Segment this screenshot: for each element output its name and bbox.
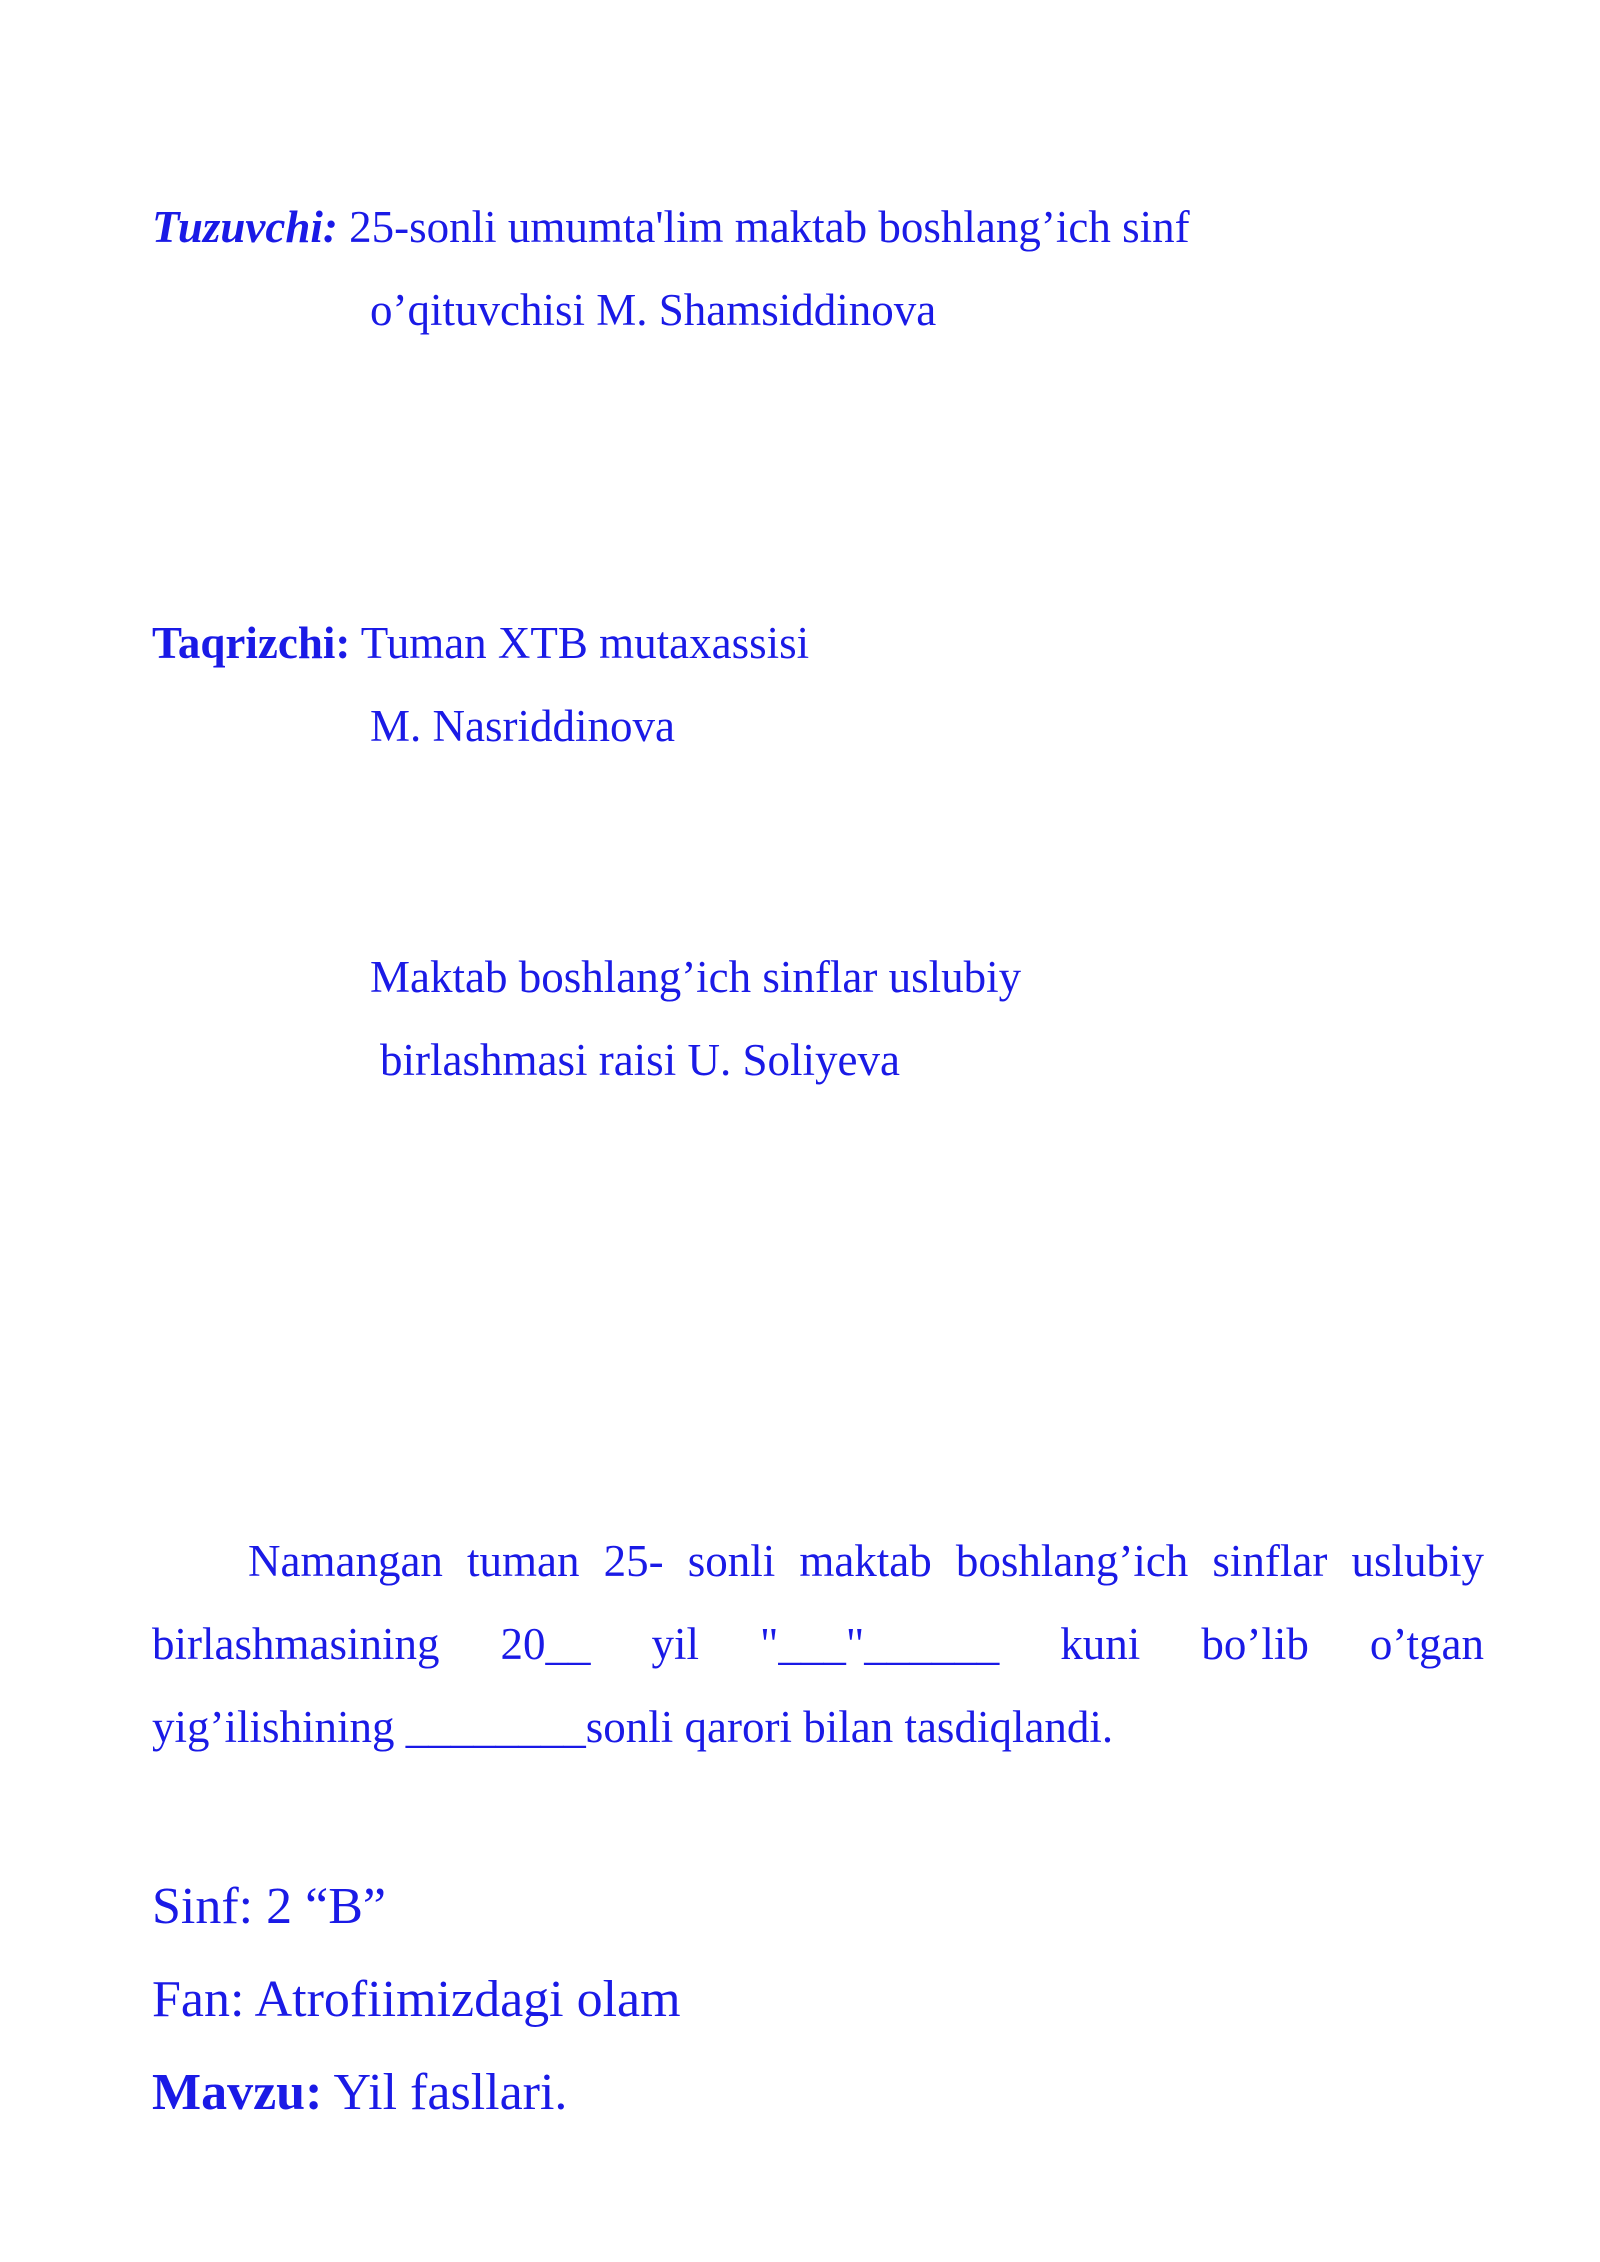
subject-line: Fan: Atrofiimizdagi olam [152,1971,681,2028]
compiler-label: Tuzuvchi: [152,202,338,252]
word: uslubiy [1351,1536,1484,1586]
topic-label: Mavzu: [152,2064,323,2121]
word: Namangan [248,1536,443,1586]
word: 25- [603,1536,664,1586]
association-line-1: Maktab boshlang’ich sinflar uslubiy [370,952,1022,1002]
association-line-2: birlashmasi raisi U. Soliyeva [380,1035,900,1085]
word: maktab [799,1536,932,1586]
word: birlashmasining [152,1619,440,1669]
topic-value: Yil fasllari. [322,2064,568,2121]
word: yil [651,1619,700,1669]
reviewer-line-1 [152,618,810,668]
class-line: Sinf: 2 “B” [152,1878,386,1935]
reviewer-line-2: M. Nasriddinova [370,701,675,751]
approval-row-2 [152,1619,1484,1669]
compiler-text-1: 25-sonli umumta'lim maktab boshlang’ich sinf [337,202,1190,252]
approval-row-3: yig’ilishining ________sonli qarori bilan tasdiqlandi. [152,1702,1114,1752]
topic-line [152,2064,568,2121]
date-day-blank: "___"______ [760,1619,1000,1669]
date-year-blank: 20__ [500,1619,591,1669]
word: tuman [467,1536,580,1586]
word: o’tgan [1369,1619,1484,1669]
reviewer-text-1: Tuman XTB mutaxassisi [350,618,810,668]
approval-row-1 [248,1536,1484,1586]
word: sinflar [1212,1536,1328,1586]
word: kuni [1060,1619,1141,1669]
word: bo’lib [1201,1619,1309,1669]
word: sonli [687,1536,776,1586]
compiler-line-2: o’qituvchisi M. Shamsiddinova [370,285,937,335]
compiler-line-1 [152,202,1190,252]
word: boshlang’ich [955,1536,1189,1586]
reviewer-label: Taqrizchi: [152,618,351,668]
